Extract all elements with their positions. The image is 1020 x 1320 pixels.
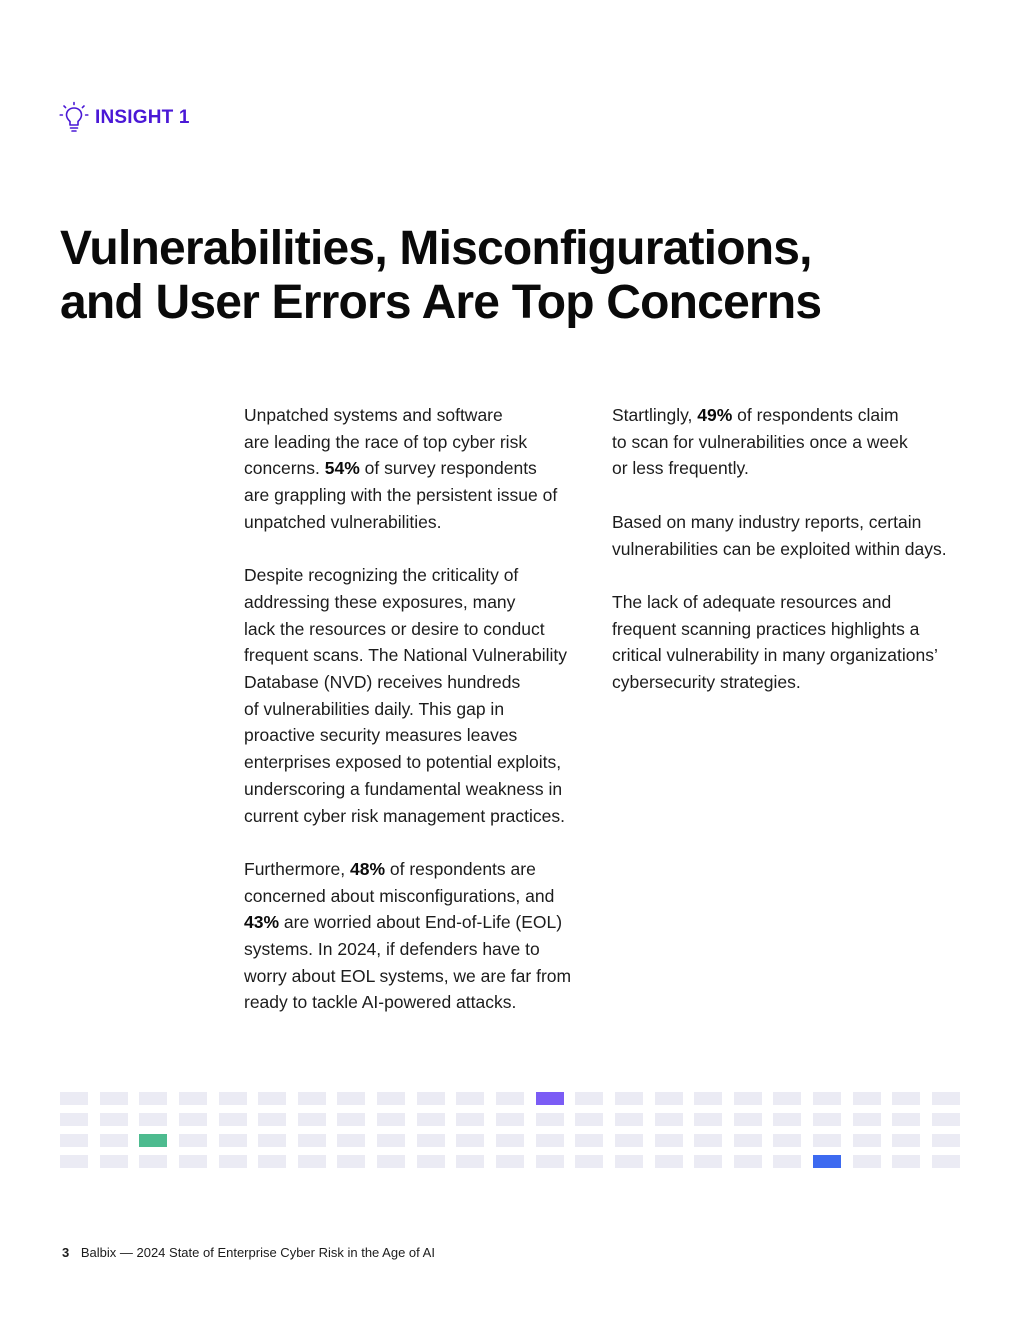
text-line: frequent scanning practices highlights a — [612, 618, 920, 639]
paragraph — [612, 589, 972, 696]
text-line: concerned about misconfigurations, and — [244, 885, 555, 906]
left-text-column — [244, 402, 599, 1043]
lightbulb-icon — [59, 101, 89, 135]
text-line: Unpatched systems and software — [244, 405, 503, 425]
text-line: of vulnerabilities daily. This gap in — [244, 698, 505, 719]
grid-cell — [932, 1113, 960, 1126]
grid-cell — [417, 1155, 445, 1168]
grid-cell — [773, 1155, 801, 1168]
grid-cell — [536, 1113, 564, 1126]
grid-cell — [734, 1113, 762, 1126]
grid-cell — [694, 1155, 722, 1168]
grid-cell — [139, 1134, 167, 1147]
grid-cell — [139, 1113, 167, 1126]
page-title — [60, 222, 980, 330]
grid-cell — [100, 1134, 128, 1147]
grid-cell — [773, 1092, 801, 1105]
right-text-column — [612, 402, 972, 722]
text-line: addressing these exposures, many — [244, 591, 516, 612]
grid-cell — [456, 1113, 484, 1126]
grid-cell — [813, 1155, 841, 1168]
grid-cell — [734, 1155, 762, 1168]
text-line: Despite recognizing the criticality of — [244, 565, 519, 586]
text-line: systems. In 2024, if defenders have to — [244, 939, 540, 960]
text-run: of respondents are — [385, 858, 536, 879]
text-line — [612, 402, 972, 429]
grid-cell — [417, 1092, 445, 1105]
text-line: unpatched vulnerabilities. — [244, 511, 442, 532]
grid-cell — [932, 1134, 960, 1147]
text-line: critical vulnerability in many organizations’ — [612, 645, 938, 666]
text-line: cybersecurity strategies. — [612, 672, 801, 692]
grid-cell — [219, 1134, 247, 1147]
text-run: are worried about End-of-Life (EOL) — [279, 912, 563, 933]
grid-cell — [892, 1155, 920, 1168]
grid-cell — [773, 1134, 801, 1147]
text-line: underscoring a fundamental weakness in — [244, 778, 563, 799]
paragraph — [244, 856, 599, 1016]
text-line: to scan for vulnerabilities once a week — [612, 431, 908, 452]
stat-highlight: 48% — [350, 858, 386, 879]
footer-text: Balbix — 2024 State of Enterprise Cyber Risk in the Age of AI — [80, 1245, 435, 1260]
grid-cell — [298, 1113, 326, 1126]
text-line — [244, 909, 599, 936]
grid-cell — [496, 1113, 524, 1126]
text-line: lack the resources or desire to conduct — [244, 618, 545, 639]
text-line: frequent scans. The National Vulnerability — [244, 645, 567, 666]
grid-cell — [139, 1155, 167, 1168]
grid-cell — [60, 1113, 88, 1126]
insight-label: INSIGHT 1 — [95, 107, 190, 128]
grid-cell — [337, 1155, 365, 1168]
grid-cell — [219, 1113, 247, 1126]
page-number: 3 — [62, 1245, 70, 1260]
grid-cell — [615, 1092, 643, 1105]
text-line: Based on many industry reports, certain — [612, 511, 922, 532]
grid-cell — [932, 1155, 960, 1168]
grid-cell — [694, 1113, 722, 1126]
paragraph — [244, 562, 599, 829]
text-line — [244, 455, 599, 482]
grid-cell — [456, 1155, 484, 1168]
grid-cell — [694, 1092, 722, 1105]
text-line: or less frequently. — [612, 458, 749, 479]
text-line: are leading the race of top cyber risk — [244, 431, 528, 452]
insight-eyebrow — [59, 101, 190, 135]
paragraph — [612, 402, 972, 482]
text-line: current cyber risk management practices. — [244, 805, 565, 826]
grid-cell — [298, 1092, 326, 1105]
grid-cell — [337, 1134, 365, 1147]
stat-highlight: 54% — [324, 458, 360, 479]
grid-cell — [813, 1113, 841, 1126]
grid-cell — [853, 1134, 881, 1147]
grid-cell — [892, 1113, 920, 1126]
paragraph — [612, 509, 972, 562]
grid-cell — [377, 1092, 405, 1105]
title-line: Vulnerabilities, Misconfigurations, — [60, 222, 812, 275]
grid-cell — [536, 1134, 564, 1147]
grid-cell — [377, 1155, 405, 1168]
grid-cell — [417, 1134, 445, 1147]
text-line: ready to tackle AI-powered attacks. — [244, 992, 517, 1013]
grid-cell — [496, 1092, 524, 1105]
grid-cell — [377, 1134, 405, 1147]
text-line: are grappling with the persistent issue of — [244, 485, 558, 506]
grid-cell — [417, 1113, 445, 1126]
grid-cell — [60, 1134, 88, 1147]
grid-cell — [575, 1113, 603, 1126]
grid-cell — [60, 1092, 88, 1105]
grid-cell — [536, 1092, 564, 1105]
grid-cell — [258, 1113, 286, 1126]
grid-cell — [892, 1092, 920, 1105]
grid-cell — [179, 1092, 207, 1105]
grid-cell — [219, 1092, 247, 1105]
grid-cell — [655, 1113, 683, 1126]
text-run: concerns. — [244, 458, 325, 479]
text-run: Furthermore, — [244, 858, 350, 879]
grid-cell — [813, 1134, 841, 1147]
grid-cell — [575, 1155, 603, 1168]
grid-cell — [615, 1113, 643, 1126]
grid-cell — [615, 1155, 643, 1168]
grid-cell — [298, 1155, 326, 1168]
grid-cell — [60, 1155, 88, 1168]
grid-cell — [100, 1113, 128, 1126]
grid-cell — [655, 1134, 683, 1147]
stat-highlight: 43% — [244, 912, 280, 933]
grid-cell — [298, 1134, 326, 1147]
grid-cell — [496, 1134, 524, 1147]
grid-cell — [853, 1155, 881, 1168]
grid-cell — [496, 1155, 524, 1168]
grid-cell — [456, 1092, 484, 1105]
text-line — [244, 856, 599, 883]
text-line: proactive security measures leaves — [244, 725, 518, 746]
grid-cell — [179, 1155, 207, 1168]
text-run: Startlingly, — [612, 405, 698, 425]
grid-cell — [615, 1134, 643, 1147]
text-line: The lack of adequate resources and — [612, 591, 892, 612]
grid-cell — [100, 1092, 128, 1105]
decorative-grid — [60, 1092, 960, 1169]
grid-cell — [575, 1134, 603, 1147]
grid-cell — [337, 1092, 365, 1105]
stat-highlight: 49% — [697, 405, 733, 425]
grid-cell — [853, 1092, 881, 1105]
grid-cell — [694, 1134, 722, 1147]
grid-cell — [734, 1134, 762, 1147]
text-run: of respondents claim — [732, 405, 899, 425]
grid-cell — [734, 1092, 762, 1105]
grid-cell — [655, 1092, 683, 1105]
text-line: worry about EOL systems, we are far from — [244, 965, 572, 986]
grid-cell — [258, 1155, 286, 1168]
page-footer — [62, 1244, 435, 1262]
grid-cell — [536, 1155, 564, 1168]
grid-cell — [655, 1155, 683, 1168]
grid-cell — [853, 1113, 881, 1126]
paragraph — [244, 402, 599, 536]
title-line: and User Errors Are Top Concerns — [60, 276, 822, 329]
grid-cell — [813, 1092, 841, 1105]
text-line: enterprises exposed to potential exploits, — [244, 752, 562, 773]
grid-cell — [377, 1113, 405, 1126]
grid-cell — [179, 1134, 207, 1147]
grid-cell — [892, 1134, 920, 1147]
grid-cell — [456, 1134, 484, 1147]
grid-cell — [100, 1155, 128, 1168]
grid-cell — [179, 1113, 207, 1126]
grid-cell — [575, 1092, 603, 1105]
grid-cell — [932, 1092, 960, 1105]
grid-cell — [139, 1092, 167, 1105]
text-run: of survey respondents — [359, 458, 537, 479]
text-line: Database (NVD) receives hundreds — [244, 672, 521, 693]
text-line: vulnerabilities can be exploited within days. — [612, 538, 947, 559]
grid-cell — [773, 1113, 801, 1126]
grid-cell — [258, 1092, 286, 1105]
grid-cell — [219, 1155, 247, 1168]
grid-cell — [337, 1113, 365, 1126]
grid-cell — [258, 1134, 286, 1147]
